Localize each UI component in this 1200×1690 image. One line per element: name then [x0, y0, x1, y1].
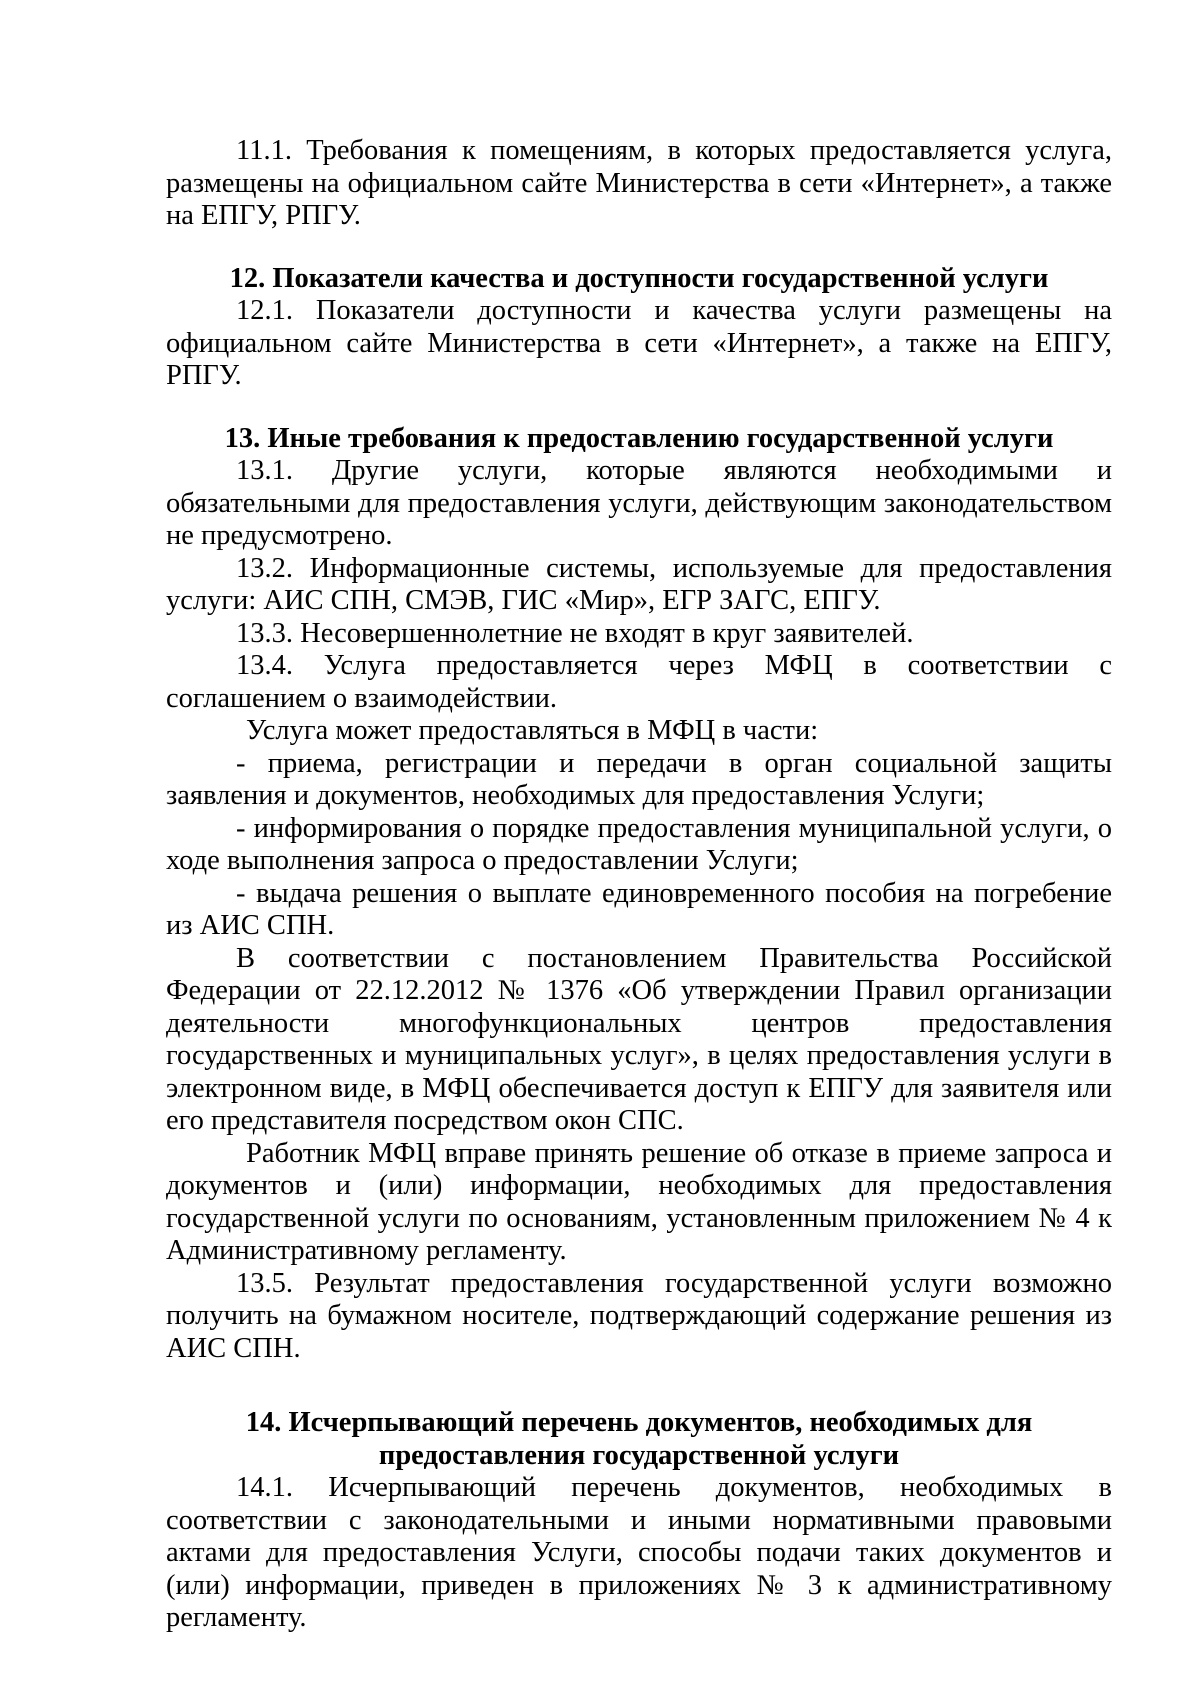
paragraph-mfc-parts-intro: Услуга может предоставляться в МФЦ в части:: [246, 715, 819, 746]
paragraph-13-5: 13.5. Результат предоставления государственной услуги возможно получить на бумажном носителе, подтверждающий содержание решения из АИС СПН.: [166, 1267, 1112, 1364]
list-item-decision-issue: - выдача решения о выплате единовременного пособия на погребение из АИС СПН.: [166, 877, 1112, 941]
paragraph-13-2: 13.2. Информационные системы, используемые для предоставления услуги: АИС СПН, СМЭВ, ГИС «Мир», ЕГР ЗАГС, ЕПГУ.: [166, 552, 1112, 616]
paragraph-mfc-refusal: Работник МФЦ вправе принять решение об отказе в приеме запроса и документов и (или) информации, необходимых для предоставления государственной услуги по основаниям, установленным приложением № 4 к Административному регламенту.: [166, 1137, 1112, 1266]
heading-section-14-line-1: 14. Исчерпывающий перечень документов, необходимых для: [245, 1407, 1033, 1438]
paragraph-13-1: 13.1. Другие услуги, которые являются необходимыми и обязательными для предоставления услуги, действующим законодательством не предусмотрено.: [166, 455, 1112, 551]
paragraph-13-3: 13.3. Несовершеннолетние не входят в круг заявителей.: [236, 617, 914, 649]
paragraph-government-decree: В соответствии с постановлением Правительства Российской Федерации от 22.12.2012 № 1376 «Об утверждении Правил организации деятельности многофункциональных центров предоставления государственных и муниципальных услуг», в целях предоставления услуги в электронном виде, в МФЦ обеспечивается доступ к ЕПГУ для заявителя или его представителя посредством окон СПС.: [166, 942, 1112, 1136]
paragraph-13-4: 13.4. Услуга предоставляется через МФЦ в соответствии с соглашением о взаимодействии.: [166, 650, 1112, 714]
list-item-informing: - информирования о порядке предоставления муниципальной услуги, о ходе выполнения запроса о предоставлении Услуги;: [166, 812, 1112, 876]
heading-section-12: 12. Показатели качества и доступности государственной услуги: [229, 262, 1049, 294]
paragraph-11-1: 11.1. Требования к помещениям, в которых предоставляется услуга, размещены на официальном сайте Министерства в сети «Интернет», а также на ЕПГУ, РПГУ.: [166, 135, 1112, 231]
list-item-reception: - приема, регистрации и передачи в орган социальной защиты заявления и документов, необходимых для предоставления Услуги;: [166, 747, 1112, 811]
paragraph-14-1: 14.1. Исчерпывающий перечень документов, необходимых в соответствии с законодательными и иными нормативными правовыми актами для предоставления Услуги, способы подачи таких документов и (или) информации, приведен в приложениях № 3 к административному регламенту.: [166, 1472, 1112, 1633]
heading-section-14-line-2: предоставления государственной услуги: [378, 1439, 900, 1471]
paragraph-12-1: 12.1. Показатели доступности и качества услуги размещены на официальном сайте Министерства в сети «Интернет», а также на ЕПГУ, РПГУ.: [166, 295, 1112, 391]
heading-section-13: 13. Иные требования к предоставлению государственной услуги: [224, 422, 1054, 454]
heading-section-14: [166, 1407, 1112, 1472]
